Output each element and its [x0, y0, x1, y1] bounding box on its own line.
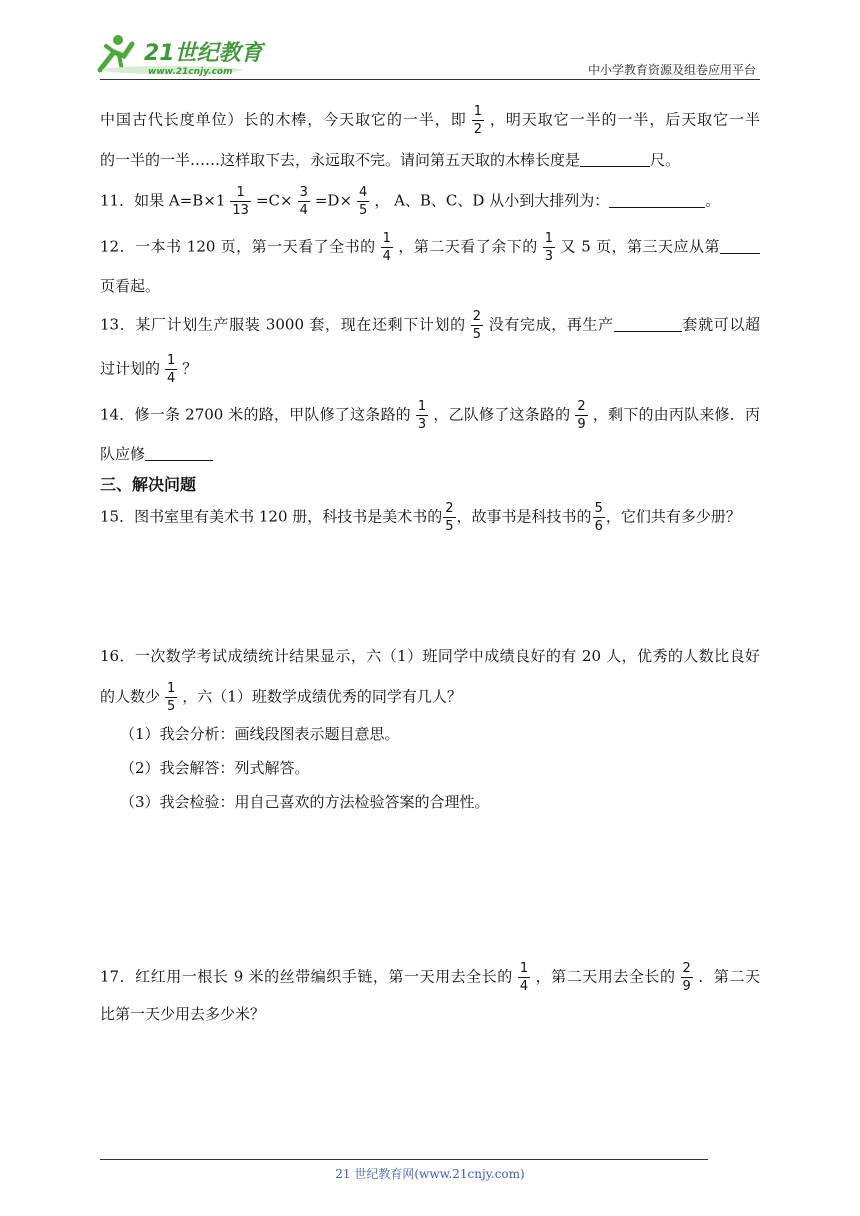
question-16-line2: 的人数少 $\frac{1}{5}$ ，六（1）班数学成绩优秀的同学有几人？ [100, 681, 462, 714]
answer-blank[interactable] [720, 235, 760, 254]
q10-line1: 中国古代长度单位）长的木棒，今天取它的一半，即 $\frac{1}{2}$ ，明天取它一半的一半，后天取它一半 [100, 104, 760, 137]
fraction: $\frac{1}{13}$ [232, 185, 249, 218]
question-15: 15．图书室里有美术书 120 册，科技书是美术书的 $\frac{2}{5}$ ，故事书是科技书的 $\frac{5}{6}$ ，它们共有多少册？ [100, 501, 741, 534]
logo [92, 30, 272, 80]
fraction: $\frac{2}{5}$ [472, 309, 482, 342]
fraction: $\frac{3}{4}$ [299, 185, 308, 218]
answer-blank[interactable] [609, 189, 705, 208]
sub-question-1: （1）我会分析：画线段图表示题目意思。 [120, 725, 400, 743]
question-14-line1: 14．修一条 2700 米的路，甲队修了这条路的 $\frac{1}{3}$ ，乙队修了这条路的 $\frac{2}{9}$ ，剩下的由丙队来修．丙 [100, 399, 760, 432]
answer-blank[interactable] [614, 313, 682, 332]
question-14-line2: 队应修 [100, 440, 213, 468]
question-12-line2: 页看起。 [100, 277, 161, 295]
answer-blank[interactable] [145, 442, 213, 461]
header-divider [100, 79, 760, 80]
footer-divider [100, 1159, 708, 1160]
answer-blank[interactable] [580, 148, 650, 167]
svg-text:www.21cnjy.com: www.21cnjy.com [148, 67, 233, 77]
footer-link[interactable]: 21 世纪教育网(www.21cnjy.com) [335, 1167, 525, 1181]
question-17-line2: 比第一天少用去多少米？ [100, 1005, 266, 1023]
question-11: 11．如果 A=B×1 $\frac{1}{13}$ =C× $\frac{3}{4}$ =D× $\frac{4}{5}$ ， A、B、C、D 从小到大排列为： 。 [100, 185, 721, 218]
fraction: $\frac{1}{4}$ [167, 353, 176, 386]
fraction: $\frac{1}{3}$ [417, 399, 427, 432]
fraction: $\frac{4}{5}$ [359, 185, 368, 218]
fraction: $\frac{1}{5}$ [167, 681, 176, 714]
question-12-line1: 12．一本书 120 页，第一天看了全书的 $\frac{1}{4}$ ，第二天看了余下的 $\frac{1}{3}$ 又 5 页，第三天应从第 [100, 232, 760, 263]
platform-title: 中小学教育资源及组卷应用平台 [587, 63, 756, 77]
fraction: $\frac{1}{4}$ [519, 961, 529, 994]
fraction: $\frac{5}{6}$ [594, 501, 603, 534]
fraction: $\frac{2}{5}$ [445, 501, 454, 534]
fraction: $\frac{2}{9}$ [682, 961, 691, 994]
svg-text:21世纪教育: 21世纪教育 [144, 41, 263, 66]
question-13-line2: 过计划的 $\frac{1}{4}$ ？ [100, 353, 198, 386]
section-heading: 三、解决问题 [100, 475, 197, 494]
fraction: $\frac{1}{2}$ [473, 104, 482, 137]
page-header [0, 0, 860, 90]
fraction: $\frac{2}{9}$ [577, 399, 586, 432]
q10-line2: 的一半的一半……这样取下去，永远取不完。请问第五天取的木棒长度是 尺。 [100, 146, 680, 174]
fraction: $\frac{1}{3}$ [544, 231, 554, 264]
question-13-line1: 13．某厂计划生产服装 3000 套，现在还剩下计划的 $\frac{2}{5}$ 没有完成，再生产 套就可以超 [100, 309, 760, 342]
sub-question-3: （3）我会检验：用自己喜欢的方法检验答案的合理性。 [120, 793, 490, 811]
sub-question-2: （2）我会解答：列式解答。 [120, 759, 310, 777]
question-16-line1: 16．一次数学考试成绩统计结果显示，六（1）班同学中成绩良好的有 20 人，优秀的人数比良好 [100, 647, 760, 665]
question-17-line1: 17．红红用一根长 9 米的丝带编织手链，第一天用去全长的 $\frac{1}{4}$ ，第二天用去全长的 $\frac{2}{9}$ ．第二天 [100, 961, 760, 994]
fraction: $\frac{1}{4}$ [382, 231, 391, 264]
